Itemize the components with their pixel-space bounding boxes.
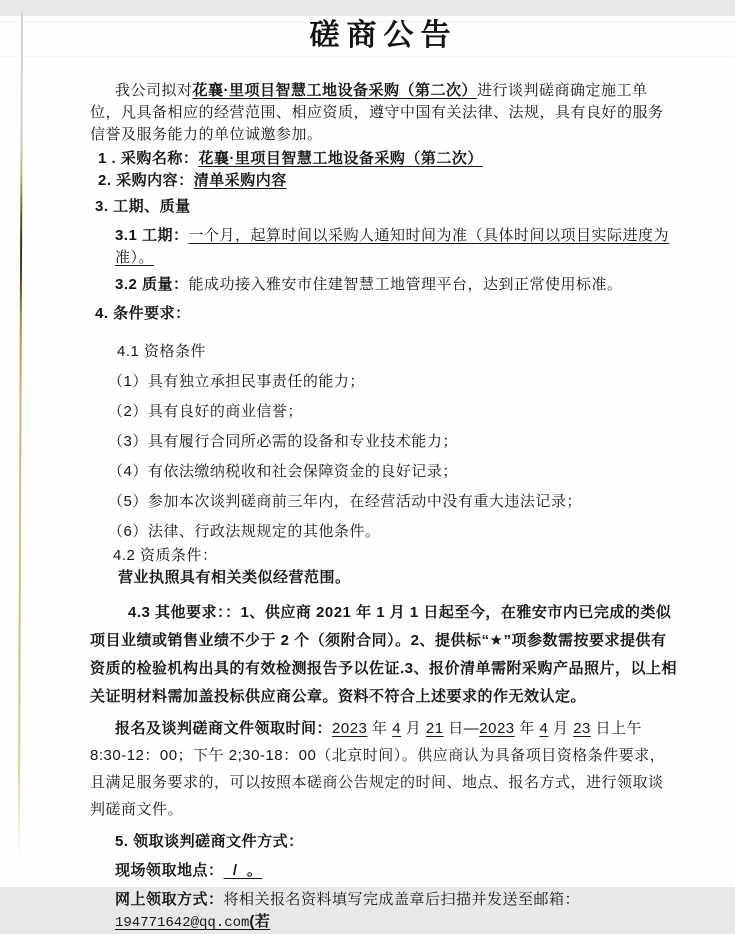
text-run: 3.2 质量： xyxy=(115,276,189,293)
text-run: 21 xyxy=(425,720,444,737)
text-run: 年 xyxy=(367,720,393,737)
scanned-document-page xyxy=(0,16,735,931)
text-run: 2023 xyxy=(332,720,368,737)
text-run: 日上午 8:30-12：00；下午 2;30-18：00（北京时间）。供应商认为具备项目资格条件要求，且满足服务要求的，可以按照本磋商公告规定的时间、地点、报名方式，进行领取谈判磋商文件。 xyxy=(90,720,666,818)
section-4-3-other-requirements xyxy=(90,599,677,711)
text-run: 23 xyxy=(573,720,591,737)
text-run: 年 xyxy=(514,720,540,737)
page-title: 磋商公告 xyxy=(309,19,458,52)
text-run: 2023 xyxy=(479,720,515,737)
procurement-content-line xyxy=(90,170,677,192)
text-run: 日— xyxy=(443,720,480,737)
text-run: 4 xyxy=(539,720,549,737)
qualification-item-1 xyxy=(90,371,677,393)
section-4-1-heading xyxy=(90,341,677,363)
text-run: 营业执照具有相关类似经营范围。 xyxy=(118,569,351,586)
section-5-heading xyxy=(90,831,677,853)
text-run: 4.3 其他要求：：1、供应商 2021 年 1 月 1 日起至今，在雅安市内已完成的类似项目业绩或销售业绩不少于 2 个（须附合同）。2、提供标“★”项参数需按要求提供有资质的检验机构出具的有效检测报告予以佐证.3、报价清单需附采购产品照片，以上相关证明材料需加盖投标供应商公章。资料不符合上述要求的作无效认定。 xyxy=(90,604,678,705)
text-run: 进行谈判磋商确定施工单位，凡具备相应的经营范围、相应资质，遵守中国有关法律、法规，具有良好的服务信誉及服务能力的单位诚邀参加。 xyxy=(90,82,664,143)
text-run: 我公司拟对 xyxy=(115,82,193,99)
text-run: 一个月，起算时间以采购人通知时间为准（具体时间以项目实际进度为准）。 xyxy=(115,227,670,266)
text-run: 4. 条件要求： xyxy=(95,305,191,322)
section-3-2-quality-line xyxy=(90,274,677,296)
text-run: （5）参加本次谈判磋商前三年内，在经营活动中没有重大违法记录； xyxy=(108,493,582,510)
text-run: 194771642@qq.com xyxy=(115,915,250,931)
online-pickup-method-line xyxy=(90,889,677,934)
text-run: 4 xyxy=(392,720,402,737)
section-4-heading xyxy=(90,303,677,325)
text-run: 现场领取地点： xyxy=(115,862,224,879)
text-run: 1 . 采购名称： xyxy=(98,150,199,167)
text-run: （1）具有独立承担民事责任的能力； xyxy=(108,373,365,390)
text-run: 3.1 工期： xyxy=(115,227,189,244)
procurement-name-line xyxy=(90,148,677,170)
qualification-item-3 xyxy=(90,431,677,453)
document-content xyxy=(0,16,735,934)
text-run: 将相关报名资料填写完成盖章后扫描并发送至邮箱： xyxy=(223,891,581,908)
qualification-item-2 xyxy=(90,401,677,423)
text-run: （4）有依法缴纳税收和社会保障资金的良好记录； xyxy=(108,463,458,480)
text-run: （6）法律、行政法规规定的其他条件。 xyxy=(108,523,381,540)
text-run: (若 xyxy=(249,913,271,930)
qualification-item-4 xyxy=(90,461,677,483)
text-run: 2. 采购内容： xyxy=(98,172,194,189)
text-run: 清单采购内容 xyxy=(193,172,287,189)
text-run: 4.2 资质条件： xyxy=(113,547,218,564)
text-run: 花襄·里项目智慧工地设备采购（第二次） xyxy=(192,82,478,99)
qualification-item-6 xyxy=(90,521,677,543)
text-run: （3）具有履行合同所必需的设备和专业技术能力； xyxy=(108,433,458,450)
text-run: （2）具有良好的商业信誉； xyxy=(108,403,303,420)
text-run: 网上领取方式： xyxy=(115,891,224,908)
section-3-1-duration-line xyxy=(90,225,677,269)
qualification-item-5 xyxy=(90,491,677,513)
text-run: 报名及谈判磋商文件领取时间： xyxy=(115,720,333,737)
text-run: 3. 工期、质量 xyxy=(95,198,191,215)
text-run: 月 xyxy=(548,720,574,737)
section-3-heading xyxy=(90,196,677,218)
text-run: 4.1 资格条件 xyxy=(117,343,207,360)
section-4-2-heading xyxy=(90,545,677,567)
text-run: 能成功接入雅安市住建智慧工地管理平台，达到正常使用标准。 xyxy=(188,276,623,293)
text-run: / 。 xyxy=(223,862,263,879)
text-run: 5. 领取谈判磋商文件方式： xyxy=(115,833,304,850)
section-4-2-requirement-line xyxy=(90,567,677,589)
text-run: 月 xyxy=(401,720,426,737)
text-run: 花襄·里项目智慧工地设备采购（第二次） xyxy=(198,150,483,167)
onsite-pickup-location-line xyxy=(90,860,677,882)
intro-paragraph xyxy=(90,80,677,146)
registration-time-paragraph xyxy=(90,715,677,823)
